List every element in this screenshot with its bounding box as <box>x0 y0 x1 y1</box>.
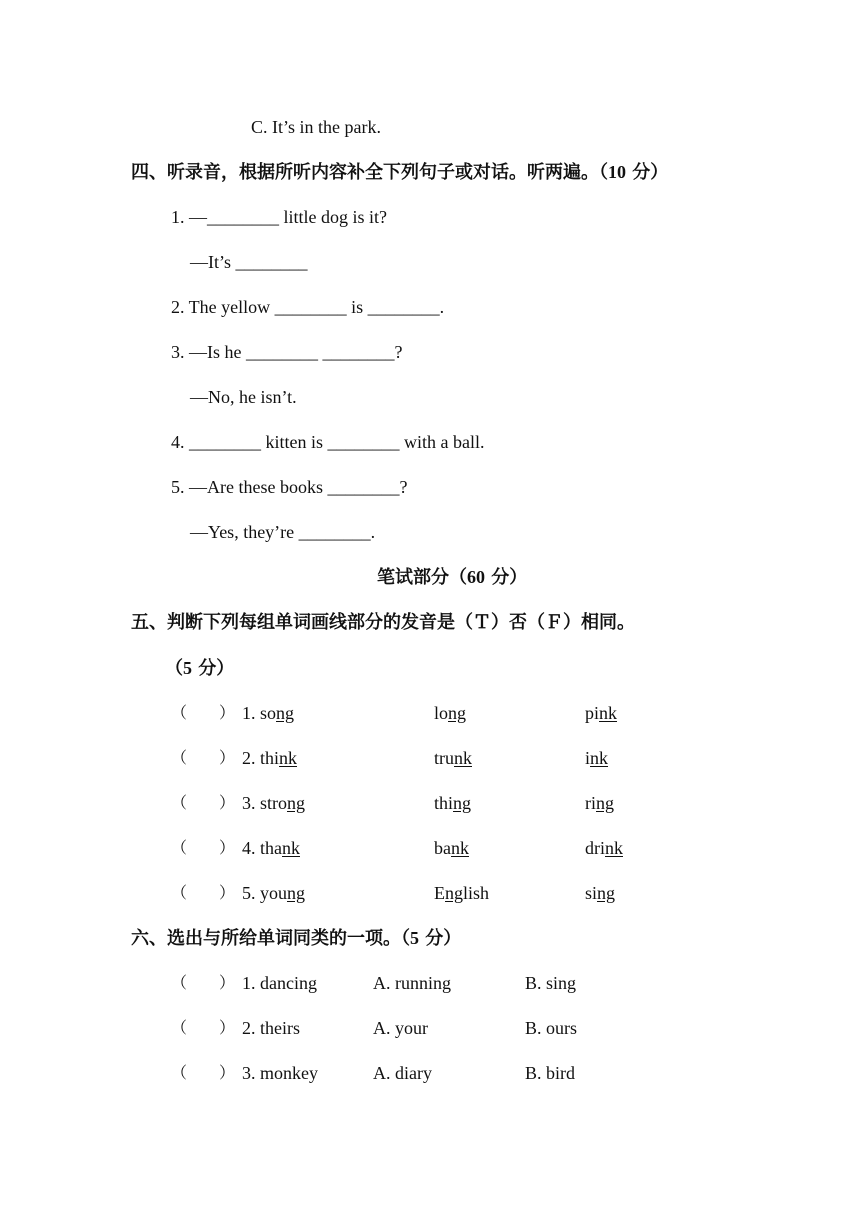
section-4-line-5: 5. —Are these books ________? <box>171 477 408 497</box>
word: strong <box>260 793 305 813</box>
written-part-suffix: 分） <box>485 567 528 588</box>
word-group-4-second <box>434 837 469 859</box>
question-number: 1. <box>242 703 260 723</box>
word: drink <box>585 838 623 858</box>
word: long <box>434 703 467 723</box>
word-underlined: ng <box>445 883 463 903</box>
section-4-line-3: 3. —Is he ________ ________? <box>171 342 403 362</box>
question-1-option-b: B. sing <box>525 973 577 993</box>
word-underlined: ng <box>276 703 295 723</box>
word: sing <box>585 883 616 903</box>
section-4-line-2: 2. The yellow ________ is ________. <box>171 297 445 317</box>
word-group-2-second <box>434 747 472 769</box>
question-number: 3. <box>242 793 260 813</box>
word-underlined: nk <box>279 748 298 768</box>
word: thing <box>434 793 472 813</box>
word-underlined: nk <box>605 838 623 858</box>
section-6-points: 5 <box>410 928 419 948</box>
question-2-option-b: B. ours <box>525 1018 578 1038</box>
word-underlined: nk <box>282 838 300 858</box>
written-part-label: 笔试部分（ <box>377 567 467 588</box>
word-underlined: nk <box>454 748 472 768</box>
section-4-heading <box>131 161 668 184</box>
section-5-heading: 五、判断下列每组单词画线部分的发音是（Ｔ）否（Ｆ）相同。 <box>131 612 635 633</box>
previous-option-c: C. It’s in the park. <box>251 117 381 137</box>
word: thank <box>260 838 300 858</box>
answer-bracket[interactable]: （ ） <box>171 838 236 857</box>
word: think <box>260 748 298 768</box>
word: bank <box>434 838 469 858</box>
section-5-points-open: （ <box>165 658 183 679</box>
word-underlined: nk <box>590 748 609 768</box>
word-underlined: ng <box>448 703 467 723</box>
word-group-4-first <box>242 837 300 859</box>
word-group-3-second <box>434 792 471 814</box>
written-part-points: 60 <box>467 567 485 587</box>
word-underlined: nk <box>451 838 469 858</box>
word-group-5-second <box>434 882 489 904</box>
answer-bracket[interactable]: （ ） <box>171 883 236 902</box>
section-4-line-5-answer: —Yes, they’re ________. <box>190 522 376 542</box>
word-group-2-third <box>585 747 608 769</box>
answer-bracket[interactable]: （ ） <box>171 748 236 767</box>
word-group-4-third <box>585 837 623 859</box>
question-3-option-b: B. bird <box>525 1063 576 1083</box>
section-4-line-4: 4. ________ kitten is ________ with a ball. <box>171 432 485 452</box>
section-4-line-3-answer: —No, he isn’t. <box>190 387 297 407</box>
word-group-5-first <box>242 882 305 904</box>
answer-bracket[interactable]: （ ） <box>171 1018 236 1037</box>
word-group-1-third <box>585 702 617 724</box>
word-group-3-first <box>242 792 305 814</box>
question-number: 4. <box>242 838 260 858</box>
section-4-points: 10 <box>608 162 626 182</box>
word: English <box>434 883 490 903</box>
answer-bracket[interactable]: （ ） <box>171 1063 236 1082</box>
section-4-line-1: 1. —________ little dog is it? <box>171 207 387 227</box>
word: song <box>260 703 295 723</box>
section-4-points-suffix: 分） <box>626 162 669 183</box>
section-6-heading-text: 六、选出与所给单词同类的一项。（ <box>131 928 410 949</box>
question-1-word: 1. dancing <box>242 973 317 993</box>
word-underlined: ng <box>597 883 616 903</box>
section-6-heading <box>131 927 461 950</box>
word-underlined: nk <box>599 703 618 723</box>
word-group-1-second <box>434 702 466 724</box>
word: pink <box>585 703 618 723</box>
question-3-option-a: A. diary <box>373 1063 432 1083</box>
section-5-points-close: 分） <box>192 658 235 679</box>
answer-bracket[interactable]: （ ） <box>171 973 236 992</box>
word-underlined: ng <box>287 883 305 903</box>
question-1-option-a: A. running <box>373 973 451 993</box>
written-part-title <box>377 566 527 589</box>
word-group-3-third <box>585 792 614 814</box>
answer-bracket[interactable]: （ ） <box>171 703 236 722</box>
word-underlined: ng <box>453 793 472 813</box>
question-3-word: 3. monkey <box>242 1063 318 1083</box>
word-group-1-first <box>242 702 294 724</box>
question-2-word: 2. theirs <box>242 1018 300 1038</box>
question-2-option-a: A. your <box>373 1018 428 1038</box>
word: trunk <box>434 748 472 768</box>
word: ink <box>585 748 609 768</box>
word: young <box>260 883 305 903</box>
word-group-5-third <box>585 882 615 904</box>
section-5-points: 5 <box>183 658 192 678</box>
word-underlined: ng <box>596 793 614 813</box>
word-group-2-first <box>242 747 297 769</box>
section-4-line-1-answer: —It’s ________ <box>190 252 308 272</box>
section-4-heading-text: 四、听录音，根据所听内容补全下列句子或对话。听两遍。（ <box>131 162 608 183</box>
question-number: 2. <box>242 748 260 768</box>
section-5-points-line <box>165 657 234 680</box>
word-underlined: ng <box>287 793 305 813</box>
question-number: 5. <box>242 883 260 903</box>
word: ring <box>585 793 614 813</box>
section-6-points-suffix: 分） <box>419 928 462 949</box>
answer-bracket[interactable]: （ ） <box>171 793 236 812</box>
